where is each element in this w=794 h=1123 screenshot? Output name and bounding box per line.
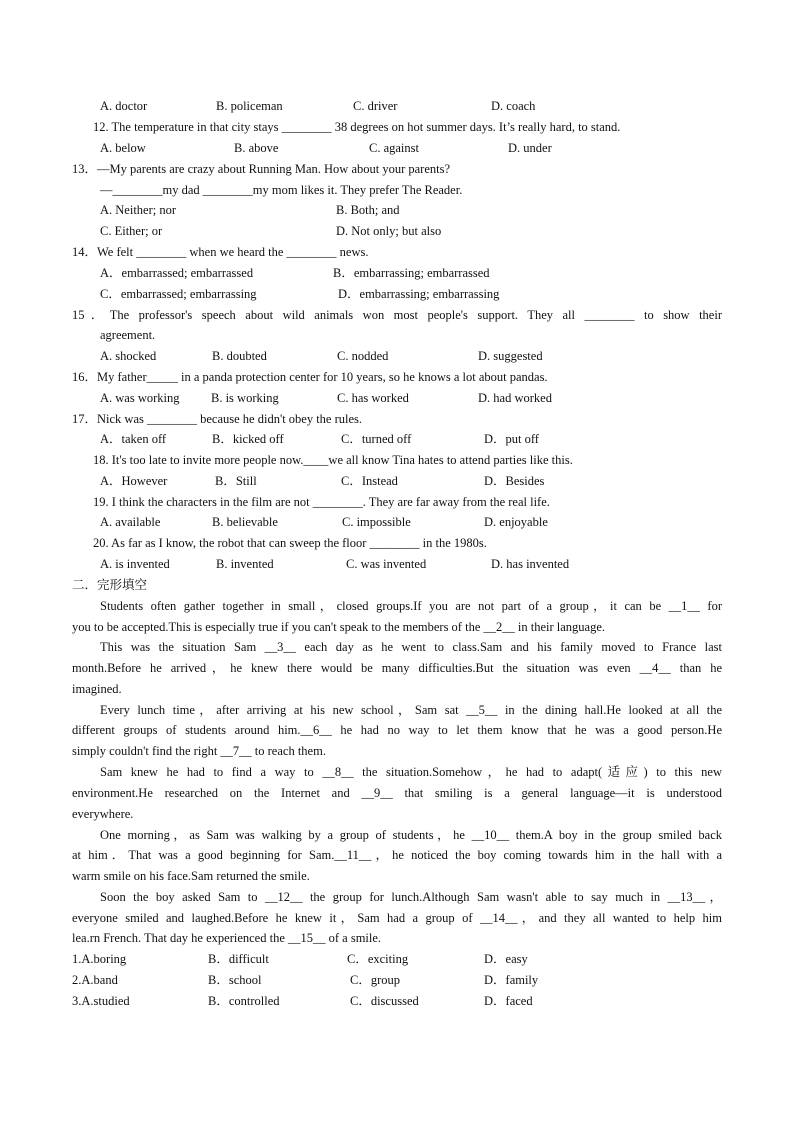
q16-option-b: B. is working [211,391,279,405]
passage-line: Sam knew he had to find a way to __8__ the situation.Somehow，he had to adapt(适应) to this new [100,765,722,779]
q14-stem: 14．We felt ________ when we heard the ________ news. [72,245,369,259]
passage-line: everywhere. [72,807,134,821]
passage-line: lea.rn French. That day he experienced the __15__ of a smile. [72,931,382,945]
q13-stem: 13．—My parents are crazy about Running Man. How about your parents? [72,162,451,176]
q13-option-a: A. Neither; nor [100,203,177,217]
q14-option-a: A．embarrassed; embarrassed [100,266,254,280]
q18-option-d: D．Besides [484,474,545,488]
q16-option-a: A. was working [100,391,180,405]
q17-option-b: B．kicked off [212,432,284,446]
passage-line: imagined. [72,682,122,696]
q14-option-b: B．embarrassing; embarrassed [333,266,490,280]
cloze2-option-a: 2.A.band [72,973,118,987]
q11-option-c: C. driver [353,99,398,113]
q20-stem: 20. As far as I know, the robot that can sweep the floor ________ in the 1980s. [93,536,487,550]
q16-option-d: D. had worked [478,391,552,405]
q13-stem-reply: —________my dad ________my mom likes it. They prefer The Reader. [100,183,463,197]
passage-line: you to be accepted.This is especially true if you can't speak to the members of the __2__ in their language. [72,620,605,634]
q19-option-c: C. impossible [342,515,411,529]
passage-line: everyone smiled and laughed.Before he knew it，Sam had a group of __14__，and they all wanted to help him [72,911,722,925]
q17-option-d: D．put off [484,432,539,446]
passage-line: Every lunch time，after arriving at his new school，Sam sat __5__ in the dining hall.He looked at all the [100,703,722,717]
q11-option-a: A. doctor [100,99,148,113]
q18-stem: 18. It's too late to invite more people now.____we all know Tina hates to attend parties like this. [93,453,573,467]
passage-line: at him．That was a good beginning for Sam.__11__，he noticed the boy coming towards him in the hall with a [72,848,722,862]
passage-line: environment.He researched on the Internet and __9__ that smiling is a general language—it is understood [72,786,722,800]
q15-option-b: B. doubted [212,349,267,363]
cloze2-option-b: B．school [208,973,262,987]
passage-line: simply couldn't find the right __7__ to reach them. [72,744,326,758]
cloze3-option-a: 3.A.studied [72,994,130,1008]
cloze3-option-d: D．faced [484,994,533,1008]
q16-stem: 16．My father_____ in a panda protection center for 10 years, so he knows a lot about pandas. [72,370,548,384]
cloze1-option-b: B．difficult [208,952,269,966]
q15-option-a: A. shocked [100,349,157,363]
passage-line: Students often gather together in small，closed groups.If you are not part of a group，it can be __1__ for [100,599,722,613]
q11-option-b: B. policeman [216,99,283,113]
q11-option-d: D. coach [491,99,536,113]
cloze3-option-c: C．discussed [350,994,419,1008]
q19-option-a: A. available [100,515,161,529]
q15-option-c: C. nodded [337,349,389,363]
passage-line: warm smile on his face.Sam returned the smile. [72,869,310,883]
q20-option-a: A. is invented [100,557,170,571]
q12-option-a: A. below [100,141,146,155]
q20-option-d: D. has invented [491,557,570,571]
q12-option-d: D. under [508,141,552,155]
q12-option-b: B. above [234,141,279,155]
passage-line: different groups of students around him.__6__ he had no way to let them know that he was a good person.He [72,723,722,737]
section-heading-cloze: 二．完形填空 [72,577,148,592]
q20-option-b: B. invented [216,557,274,571]
q13-option-c: C. Either; or [100,224,163,238]
q19-stem: 19. I think the characters in the film are not ________. They are far away from the real life. [93,495,550,509]
q12-option-c: C. against [369,141,419,155]
cloze2-option-d: D．family [484,973,539,987]
passage-line: Soon the boy asked Sam to __12__ the group for lunch.Although Sam wasn't able to say much in __13__， [100,890,722,904]
q18-option-b: B．Still [215,474,257,488]
q18-option-c: C．Instead [341,474,398,488]
passage-line: month.Before he arrived，he knew there would be many difficulties.But the situation was even __4__ than he [72,661,722,675]
q17-stem: 17．Nick was ________ because he didn't obey the rules. [72,412,363,426]
q17-option-c: C．turned off [341,432,412,446]
passage-line: One morning，as Sam was walking by a group of students，he __10__ them.A boy in the group smiled back [100,828,722,842]
q19-option-b: B. believable [212,515,278,529]
q19-option-d: D. enjoyable [484,515,548,529]
q13-option-b: B. Both; and [336,203,400,217]
q14-option-c: C．embarrassed; embarrassing [100,287,257,301]
q18-option-a: A．However [100,474,168,488]
q12-stem: 12. The temperature in that city stays ________ 38 degrees on hot summer days. It’s really hard, to stand. [93,120,621,134]
q15-option-d: D. suggested [478,349,543,363]
q15-stem-cont: agreement. [100,328,156,342]
cloze1-option-d: D．easy [484,952,528,966]
q13-option-d: D. Not only; but also [336,224,442,238]
q20-option-c: C. was invented [346,557,427,571]
cloze3-option-b: B．controlled [208,994,280,1008]
cloze1-option-a: 1.A.boring [72,952,127,966]
q14-option-d: D．embarrassing; embarrassing [338,287,500,301]
q16-option-c: C. has worked [337,391,409,405]
q15-stem: 15．The professor's speech about wild animals won most people's support. They all ________ to show their [72,308,722,322]
passage-line: This was the situation Sam __3__ each day as he went to class.Sam and his family moved to France last [100,640,722,654]
q17-option-a: A．taken off [100,432,167,446]
cloze2-option-c: C．group [350,973,401,987]
cloze1-option-c: C．exciting [347,952,409,966]
